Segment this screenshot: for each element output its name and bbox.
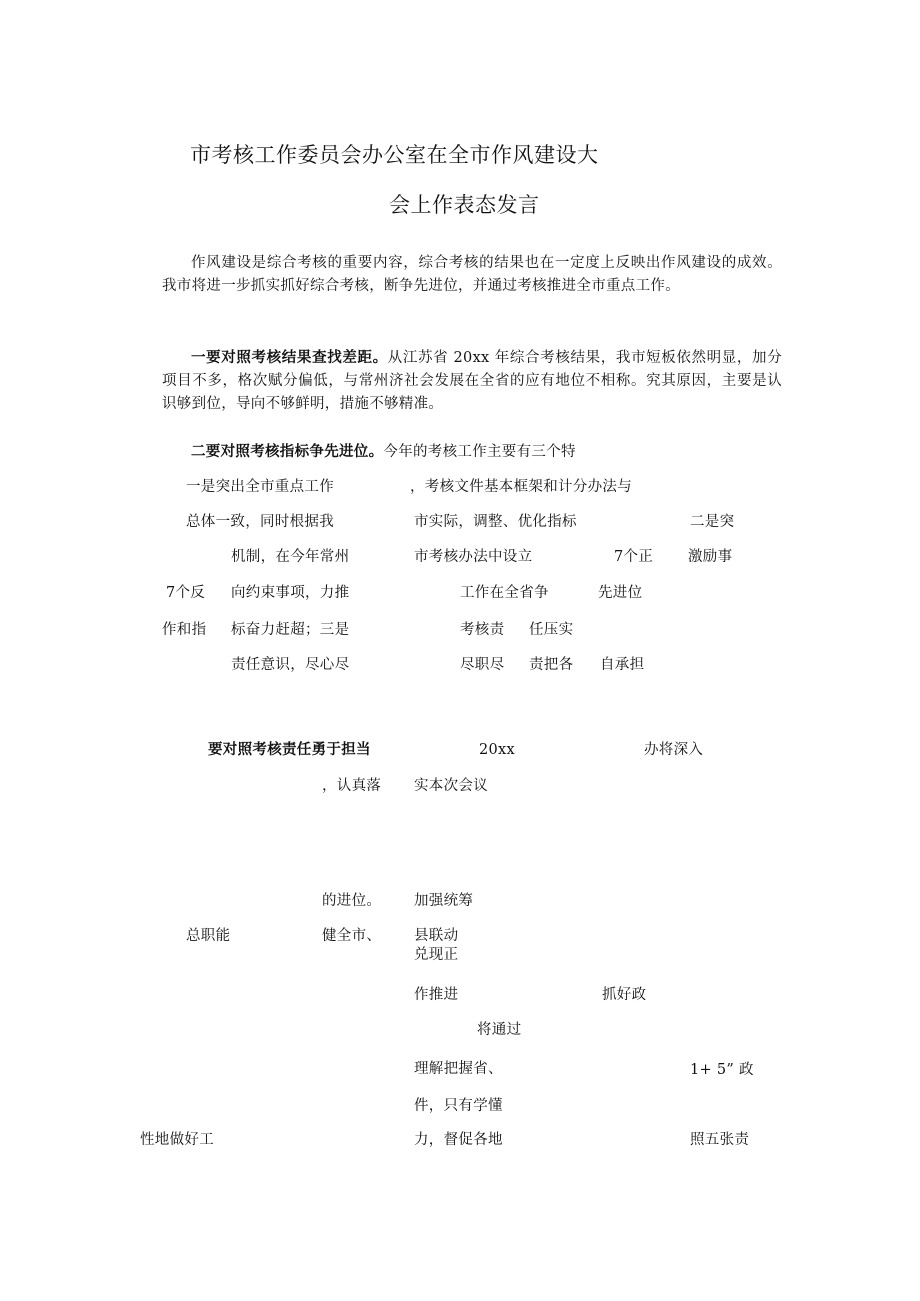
- fragment-text: 二是突: [690, 514, 735, 530]
- section-2-body: 今年的考核工作主要有三个特: [383, 444, 576, 460]
- fragment-text: 作推进: [414, 987, 459, 1003]
- fragment-text: 实本次会议: [414, 778, 488, 794]
- fragment-text: 作和指: [162, 622, 207, 638]
- fragment-text: 激励事: [688, 549, 733, 565]
- document-title-line-1: 市考核工作委员会办公室在全市作风建设大: [190, 143, 599, 167]
- fragment-text: 责把各: [529, 657, 574, 673]
- section-1-text: [162, 346, 782, 416]
- fragment-text: 将通过: [477, 1022, 522, 1038]
- fragment-text: 向约束事项，力推: [231, 585, 350, 601]
- section-1-heading: 一要对照考核结果查找差距。: [191, 349, 388, 366]
- fragment-heading: 要对照考核责任勇于担当: [208, 741, 371, 758]
- section-2-paragraph: [162, 440, 782, 464]
- section-1-paragraph: [162, 346, 782, 416]
- fragment-text: 理解把握省、: [414, 1061, 503, 1077]
- fragment-text: 兑现正: [414, 947, 459, 963]
- fragment-text: 办将深入: [644, 742, 704, 758]
- fragment-text: 抓好政: [602, 987, 647, 1003]
- fragment-text: 标奋力赶超；三是: [231, 622, 350, 638]
- fragment-text: 考核责: [460, 622, 505, 638]
- fragment-text: 市考核办法中设立: [414, 549, 533, 565]
- fragment-text: 照五张责: [690, 1132, 750, 1148]
- fragment-text: 1+ 5” 政: [690, 1062, 754, 1078]
- fragment-text: 工作在全省争: [460, 585, 549, 601]
- intro-paragraph: [162, 252, 782, 298]
- fragment-text: 先进位: [598, 585, 643, 601]
- section-2-text: [162, 440, 782, 464]
- fragment-text: 总职能: [186, 928, 231, 944]
- fragment-text: 的进位。: [322, 893, 382, 909]
- document-title-line-2: 会上作表态发言: [389, 193, 540, 217]
- fragment-text: 20xx: [479, 742, 516, 758]
- fragment-text: 7个正: [614, 549, 654, 565]
- intro-text: 作风建设是综合考核的重要内容，综合考核的结果也在一定度上反映出作风建设的成效。我市将进一步抓实抓好综合考核，断争先进位，并通过考核推进全市重点工作。: [162, 255, 782, 294]
- fragment-text: 加强统筹: [414, 893, 474, 909]
- fragment-text: 力，督促各地: [414, 1132, 503, 1148]
- fragment-text: 健全市、: [322, 928, 382, 944]
- fragment-text: 机制，在今年常州: [231, 549, 350, 565]
- fragment-text: 尽职尽: [460, 657, 505, 673]
- fragment-text: 总体一致，同时根据我: [186, 514, 334, 530]
- fragment-text: ，考核文件基本框架和计分办法与: [410, 479, 632, 495]
- fragment-text: ，认真落: [322, 778, 382, 794]
- fragment-text: 一是突出全市重点工作: [186, 479, 334, 495]
- fragment-text: 责任意识，尽心尽: [231, 657, 350, 673]
- section-1-body: 从江苏省 20xx 年综合考核结果，我市短板依然明显，加分项目不多，格次赋分偏低，与常州济社会发展在全省的应有地位不相称。究其原因，主要是认识够到位，导向不够鲜明，措施不够精准。: [162, 350, 782, 412]
- fragment-text: 县联动: [414, 928, 459, 944]
- fragment-text: 件，只有学懂: [414, 1098, 503, 1114]
- fragment-text: 自承担: [600, 657, 645, 673]
- fragment-text: 性地做好工: [140, 1132, 214, 1148]
- fragment-text: 7个反: [166, 585, 206, 601]
- fragment-text: 市实际，调整、优化指标: [414, 514, 577, 530]
- section-2-heading: 二要对照考核指标争先进位。: [191, 443, 384, 460]
- fragment-text: 任压实: [529, 622, 574, 638]
